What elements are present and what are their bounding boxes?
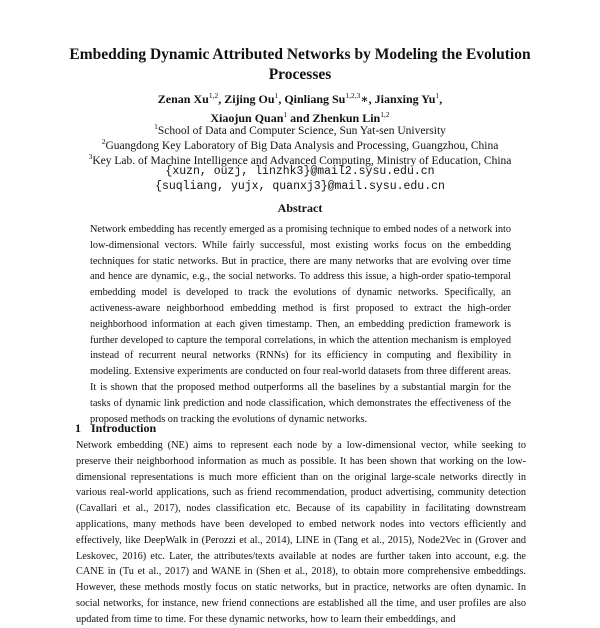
author: Xiaojun Quan$^1$ and — [210, 110, 313, 125]
email-line-2: {suqliang, yujx, quanxj3}@mail.sysu.edu.cn — [155, 180, 445, 193]
abstract-heading: Abstract — [277, 201, 323, 215]
paper-title: Embedding Dynamic Attributed Networks by Modeling the Evolution Processes — [69, 46, 531, 83]
affiliation-1: $^1$School of Data and Computer Science, Sun Yat-sen University — [154, 122, 446, 137]
author: Zhenkun Lin$^{1,2}$ — [312, 110, 390, 125]
section-title: Introduction — [91, 421, 157, 435]
author: Qinliang Su$^{1,2,3}$∗, — [284, 91, 375, 106]
author: Zenan Xu$^{1,2}$, — [157, 91, 225, 106]
section-number: 1 — [75, 421, 81, 435]
email-line-1: {xuzn, ouzj, linzhk3}@mail2.sysu.edu.cn — [165, 165, 435, 178]
author-line-1 — [60, 88, 540, 107]
affiliation-3: $^3$Key Lab. of Machine Intelligence and Advanced Computing, Ministry of Education, China — [88, 152, 512, 167]
section-heading-introduction — [75, 421, 156, 436]
author: Zijing Ou$^1$, — [224, 91, 285, 106]
affiliation-2: $^2$Guangdong Key Laboratory of Big Data Analysis and Processing, Guangzhou, China — [101, 137, 499, 152]
abstract-text: Network embedding has recently emerged as a promising technique to embed nodes of a network into low-dimensional vectors. While fairly successful, most existing works focus on the embedding techniques for static networks. But in practice, there are many networks that are evolving over time and hence are dynamic, e.g., the social networks. To address this issue, a high-order spatio-temporal embedding model is developed to track the evolutions of dynamic networks. Specifically, an activeness-aware neighborhood embedding method is first proposed to extract the high-order neighborhood information at each given timestamp. Then, an embedding prediction framework is further developed to capture the temporal correlations, in which the attention mechanism is employed instead of recurrent neural networks (RNNs) for its efficiency in computing and flexibility in modeling. Extensive experiments are conducted on four real-world datasets from three different areas. It is shown that the proposed method outperforms all the baselines by a substantial margin for the tasks of dynamic link prediction and node classification, which demonstrates the effectiveness of the proposed methods on tracking the evolutions of dynamic networks. — [90, 224, 511, 425]
author: Jianxing Yu$^1$, — [374, 91, 443, 106]
introduction-text: Network embedding (NE) aims to represent each node by a low-dimensional vector, while seeking to preserve their neighborhood information as much as possible. It has been shown that working on the low-dimensional representations is much more efficient than on the original large-scale networks directly in various real-world applications, such as friend recommendation, product advertising, community detection (Cavallari et al., 2017), nodes classification etc. Because of its capability in facilitating downstream applications, many methods have been developed to embed network nodes into vectors efficiently and effectively, like DeepWalk in (Perozzi et al., 2014), LINE in (Tang et al., 2015), Node2Vec in (Grover and Leskovec, 2016) etc. Later, the attributes/texts available at nodes are further taken into account, e.g. the CANE in (Tu et al., 2017) and WANE in (Shen et al., 2018), to obtain more comprehensive embeddings. However, these methods mostly focus on static networks, but in practice, networks are often dynamic. In social networks, for instance, new friend connections are established all the time, and user profiles are also updated from time to time. For these dynamic networks, how to learn their embeddings, and — [76, 440, 526, 625]
